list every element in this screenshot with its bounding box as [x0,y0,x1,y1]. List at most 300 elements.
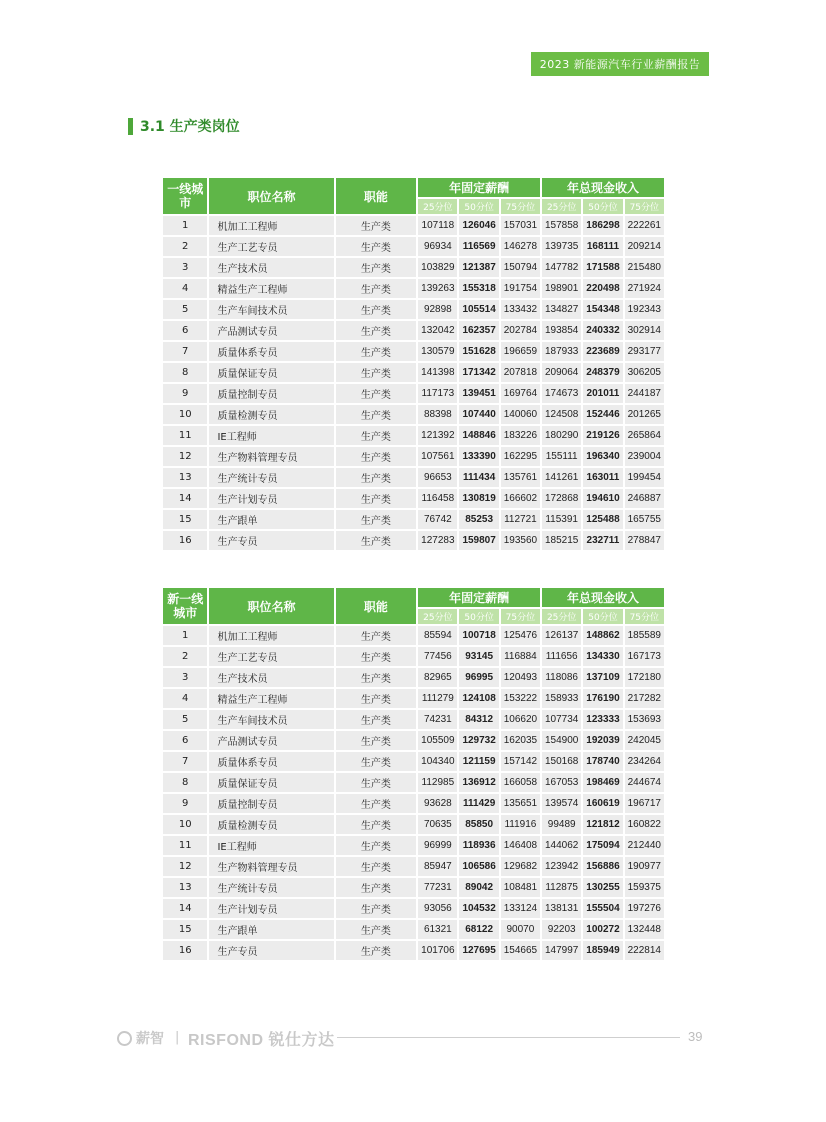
fixed-p75-cell: 133432 [501,300,540,319]
total-p75-cell: 197276 [625,899,664,918]
position-name: 生产物料管理专员 [209,857,333,876]
table-row [163,794,664,813]
total-p25-cell: 150168 [542,752,581,771]
table-row [163,689,664,708]
total-p25-cell: 172868 [542,489,581,508]
table-row [163,258,664,277]
row-number: 3 [163,668,207,687]
function-cell: 生产类 [336,731,417,750]
row-number: 13 [163,468,207,487]
position-name: 生产统计专员 [209,878,333,897]
page-footer [0,1020,826,1056]
total-p50-cell: 192039 [583,731,622,750]
total-p75-cell: 201265 [625,405,664,424]
fixed-p25-cell: 92898 [418,300,457,319]
row-number: 2 [163,237,207,256]
fixed-p75-cell: 146408 [501,836,540,855]
row-number: 5 [163,300,207,319]
fixed-p25-cell: 101706 [418,941,457,960]
fixed-p25-cell: 61321 [418,920,457,939]
p75-header: 75分位 [501,609,540,624]
table-row [163,321,664,340]
function-cell: 生产类 [336,920,417,939]
fixed-p25-cell: 93056 [418,899,457,918]
total-p50-cell: 219126 [583,426,622,445]
function-cell: 生产类 [336,489,417,508]
fixed-p50-cell: 162357 [459,321,498,340]
row-number: 13 [163,878,207,897]
position-name: 质量控制专员 [209,384,333,403]
total-p75-cell: 242045 [625,731,664,750]
total-p25-cell: 115391 [542,510,581,529]
total-p50-cell: 186298 [583,216,622,235]
function-cell: 生产类 [336,321,417,340]
fixed-p75-cell: 106620 [501,710,540,729]
section-heading [128,116,240,136]
fixed-p25-cell: 76742 [418,510,457,529]
total-p25-cell: 123942 [542,857,581,876]
row-number: 8 [163,363,207,382]
fixed-p25-cell: 74231 [418,710,457,729]
total-p75-cell: 160822 [625,815,664,834]
position-name: 精益生产工程师 [209,279,333,298]
fixed-p50-cell: 155318 [459,279,498,298]
fixed-p50-cell: 93145 [459,647,498,666]
function-cell: 生产类 [336,878,417,897]
function-cell: 生产类 [336,773,417,792]
function-cell: 生产类 [336,363,417,382]
table-row [163,300,664,319]
fixed-p75-cell: 162295 [501,447,540,466]
city-tier-header: 一线城市 [163,178,207,214]
table-row [163,668,664,687]
row-number: 15 [163,510,207,529]
fixed-p75-cell: 133124 [501,899,540,918]
fixed-salary-header: 年固定薪酬 [418,588,540,607]
table-row [163,920,664,939]
total-p50-cell: 168111 [583,237,622,256]
total-p50-cell: 125488 [583,510,622,529]
total-p25-cell: 193854 [542,321,581,340]
position-name: 生产计划专员 [209,489,333,508]
fixed-p50-cell: 129732 [459,731,498,750]
fixed-p75-cell: 150794 [501,258,540,277]
position-name: IE工程师 [209,426,333,445]
total-p50-cell: 154348 [583,300,622,319]
fixed-p25-cell: 121392 [418,426,457,445]
total-p75-cell: 222814 [625,941,664,960]
total-p50-cell: 156886 [583,857,622,876]
position-name: 生产专员 [209,531,333,550]
table-row [163,773,664,792]
table-row [163,384,664,403]
total-p75-cell: 244187 [625,384,664,403]
total-p50-cell: 196340 [583,447,622,466]
table-row [163,878,664,897]
total-p25-cell: 209064 [542,363,581,382]
total-p25-cell: 185215 [542,531,581,550]
total-p25-cell: 155111 [542,447,581,466]
row-number: 12 [163,857,207,876]
fixed-p75-cell: 146278 [501,237,540,256]
function-cell: 生产类 [336,626,417,645]
position-name: 质量体系专员 [209,752,333,771]
table-row [163,363,664,382]
fixed-p50-cell: 171342 [459,363,498,382]
function-cell: 生产类 [336,258,417,277]
total-p75-cell: 265864 [625,426,664,445]
total-p75-cell: 222261 [625,216,664,235]
row-number: 2 [163,647,207,666]
total-p25-cell: 147782 [542,258,581,277]
fixed-p75-cell: 166058 [501,773,540,792]
table-row [163,815,664,834]
fixed-p50-cell: 151628 [459,342,498,361]
fixed-p25-cell: 96934 [418,237,457,256]
function-cell: 生产类 [336,752,417,771]
fixed-p75-cell: 183226 [501,426,540,445]
fixed-p25-cell: 96999 [418,836,457,855]
row-number: 11 [163,836,207,855]
fixed-p25-cell: 88398 [418,405,457,424]
fixed-p75-cell: 135761 [501,468,540,487]
position-name: 质量体系专员 [209,342,333,361]
p75-header: 75分位 [501,199,540,214]
position-name: 生产跟单 [209,920,333,939]
total-p25-cell: 187933 [542,342,581,361]
fixed-p50-cell: 139451 [459,384,498,403]
p50-header: 50分位 [583,199,622,214]
fixed-p50-cell: 104532 [459,899,498,918]
fixed-p75-cell: 125476 [501,626,540,645]
total-cash-header: 年总现金收入 [542,178,664,197]
fixed-p75-cell: 153222 [501,689,540,708]
fixed-p50-cell: 121387 [459,258,498,277]
function-cell: 生产类 [336,794,417,813]
total-p50-cell: 201011 [583,384,622,403]
function-cell: 生产类 [336,668,417,687]
row-number: 12 [163,447,207,466]
function-cell: 生产类 [336,405,417,424]
table-row [163,216,664,235]
total-p25-cell: 138131 [542,899,581,918]
fixed-p50-cell: 68122 [459,920,498,939]
total-p25-cell: 144062 [542,836,581,855]
total-p25-cell: 141261 [542,468,581,487]
total-p50-cell: 123333 [583,710,622,729]
fixed-p25-cell: 107561 [418,447,457,466]
fixed-p75-cell: 116884 [501,647,540,666]
fixed-p25-cell: 107118 [418,216,457,235]
fixed-p75-cell: 196659 [501,342,540,361]
function-cell: 生产类 [336,531,417,550]
position-name: 生产统计专员 [209,468,333,487]
fixed-p75-cell: 108481 [501,878,540,897]
total-p75-cell: 217282 [625,689,664,708]
fixed-p75-cell: 193560 [501,531,540,550]
position-name: 生产技术员 [209,668,333,687]
total-p50-cell: 130255 [583,878,622,897]
total-p75-cell: 302914 [625,321,664,340]
total-p50-cell: 240332 [583,321,622,340]
row-number: 7 [163,342,207,361]
row-number: 16 [163,531,207,550]
fixed-p25-cell: 141398 [418,363,457,382]
fixed-p75-cell: 166602 [501,489,540,508]
fixed-p75-cell: 111916 [501,815,540,834]
fixed-p50-cell: 85850 [459,815,498,834]
total-p25-cell: 134827 [542,300,581,319]
row-number: 10 [163,405,207,424]
table-row [163,426,664,445]
fixed-p75-cell: 202784 [501,321,540,340]
total-p25-cell: 139574 [542,794,581,813]
fixed-p75-cell: 207818 [501,363,540,382]
function-cell: 生产类 [336,279,417,298]
row-number: 7 [163,752,207,771]
total-p25-cell: 157858 [542,216,581,235]
total-p25-cell: 92203 [542,920,581,939]
function-header: 职能 [336,588,417,624]
table-row [163,626,664,645]
total-p25-cell: 118086 [542,668,581,687]
function-cell: 生产类 [336,300,417,319]
position-name: 生产工艺专员 [209,647,333,666]
total-p50-cell: 134330 [583,647,622,666]
total-p25-cell: 154900 [542,731,581,750]
fixed-p50-cell: 89042 [459,878,498,897]
fixed-p25-cell: 127283 [418,531,457,550]
row-number: 14 [163,899,207,918]
row-number: 6 [163,321,207,340]
table-row [163,857,664,876]
fixed-p25-cell: 77456 [418,647,457,666]
total-p75-cell: 209214 [625,237,664,256]
table-row [163,836,664,855]
function-cell: 生产类 [336,941,417,960]
total-p50-cell: 185949 [583,941,622,960]
fixed-p75-cell: 157031 [501,216,540,235]
position-name: 质量保证专员 [209,773,333,792]
fixed-p50-cell: 118936 [459,836,498,855]
fixed-p50-cell: 159807 [459,531,498,550]
total-p75-cell: 196717 [625,794,664,813]
function-cell: 生产类 [336,468,417,487]
fixed-p25-cell: 93628 [418,794,457,813]
table-row [163,647,664,666]
position-header: 职位名称 [209,178,333,214]
p50-header: 50分位 [583,609,622,624]
table-row [163,489,664,508]
total-p50-cell: 220498 [583,279,622,298]
city-tier-header: 新一线城市 [163,588,207,624]
row-number: 9 [163,794,207,813]
function-header: 职能 [336,178,417,214]
total-p50-cell: 121812 [583,815,622,834]
total-p75-cell: 199454 [625,468,664,487]
row-number: 5 [163,710,207,729]
fixed-p25-cell: 117173 [418,384,457,403]
function-cell: 生产类 [336,899,417,918]
total-p75-cell: 212440 [625,836,664,855]
table-row [163,279,664,298]
logo-separator: | [175,1030,180,1045]
fixed-p50-cell: 111429 [459,794,498,813]
fixed-p25-cell: 70635 [418,815,457,834]
total-p50-cell: 248379 [583,363,622,382]
total-p75-cell: 172180 [625,668,664,687]
fixed-p25-cell: 82965 [418,668,457,687]
total-p50-cell: 155504 [583,899,622,918]
row-number: 1 [163,216,207,235]
row-number: 9 [163,384,207,403]
xinzhi-logo-icon [117,1031,132,1046]
fixed-p50-cell: 121159 [459,752,498,771]
table-row [163,731,664,750]
total-p75-cell: 132448 [625,920,664,939]
p25-header: 25分位 [418,199,457,214]
fixed-p50-cell: 85253 [459,510,498,529]
fixed-p75-cell: 140060 [501,405,540,424]
function-cell: 生产类 [336,836,417,855]
section-title: 3.1 生产类岗位 [140,119,240,135]
total-p50-cell: 232711 [583,531,622,550]
total-p50-cell: 171588 [583,258,622,277]
fixed-p25-cell: 85947 [418,857,457,876]
row-number: 3 [163,258,207,277]
position-name: 精益生产工程师 [209,689,333,708]
function-cell: 生产类 [336,426,417,445]
total-p25-cell: 124508 [542,405,581,424]
total-p75-cell: 190977 [625,857,664,876]
position-name: IE工程师 [209,836,333,855]
position-name: 生产物料管理专员 [209,447,333,466]
total-p75-cell: 239004 [625,447,664,466]
position-name: 生产专员 [209,941,333,960]
total-p25-cell: 180290 [542,426,581,445]
total-p25-cell: 174673 [542,384,581,403]
p25-header: 25分位 [542,199,581,214]
fixed-p25-cell: 132042 [418,321,457,340]
position-name: 质量保证专员 [209,363,333,382]
total-p50-cell: 194610 [583,489,622,508]
p50-header: 50分位 [459,199,498,214]
total-p50-cell: 175094 [583,836,622,855]
fixed-p75-cell: 90070 [501,920,540,939]
p25-header: 25分位 [542,609,581,624]
p25-header: 25分位 [418,609,457,624]
total-p25-cell: 99489 [542,815,581,834]
fixed-p50-cell: 116569 [459,237,498,256]
fixed-p50-cell: 106586 [459,857,498,876]
function-cell: 生产类 [336,510,417,529]
row-number: 8 [163,773,207,792]
total-p25-cell: 147997 [542,941,581,960]
footer-divider [337,1037,680,1038]
table-row [163,342,664,361]
total-p75-cell: 293177 [625,342,664,361]
total-p75-cell: 153693 [625,710,664,729]
total-p75-cell: 306205 [625,363,664,382]
row-number: 4 [163,279,207,298]
fixed-p25-cell: 116458 [418,489,457,508]
fixed-p50-cell: 136912 [459,773,498,792]
total-p75-cell: 234264 [625,752,664,771]
fixed-p50-cell: 133390 [459,447,498,466]
total-p25-cell: 126137 [542,626,581,645]
page-number: 39 [688,1029,703,1044]
table-row [163,752,664,771]
table-row [163,405,664,424]
function-cell: 生产类 [336,384,417,403]
fixed-p50-cell: 111434 [459,468,498,487]
fixed-p75-cell: 135651 [501,794,540,813]
total-p50-cell: 178740 [583,752,622,771]
position-header: 职位名称 [209,588,333,624]
fixed-p25-cell: 103829 [418,258,457,277]
table-row [163,468,664,487]
fixed-p25-cell: 130579 [418,342,457,361]
fixed-p75-cell: 162035 [501,731,540,750]
report-title-badge: 2023 新能源汽车行业薪酬报告 [531,52,709,76]
table-row [163,899,664,918]
fixed-p50-cell: 124108 [459,689,498,708]
fixed-p25-cell: 96653 [418,468,457,487]
position-name: 机加工工程师 [209,626,333,645]
p50-header: 50分位 [459,609,498,624]
total-p50-cell: 148862 [583,626,622,645]
fixed-p50-cell: 84312 [459,710,498,729]
total-p50-cell: 160619 [583,794,622,813]
position-name: 生产工艺专员 [209,237,333,256]
total-p75-cell: 185589 [625,626,664,645]
table-row [163,710,664,729]
total-p25-cell: 198901 [542,279,581,298]
fixed-p75-cell: 154665 [501,941,540,960]
p75-header: 75分位 [625,609,664,624]
position-name: 生产车间技术员 [209,300,333,319]
row-number: 16 [163,941,207,960]
position-name: 生产车间技术员 [209,710,333,729]
fixed-p75-cell: 169764 [501,384,540,403]
fixed-p25-cell: 111279 [418,689,457,708]
fixed-p50-cell: 127695 [459,941,498,960]
fixed-p75-cell: 120493 [501,668,540,687]
table-row [163,531,664,550]
total-p75-cell: 244674 [625,773,664,792]
fixed-p25-cell: 112985 [418,773,457,792]
total-p25-cell: 111656 [542,647,581,666]
position-name: 质量检测专员 [209,815,333,834]
fixed-p50-cell: 130819 [459,489,498,508]
function-cell: 生产类 [336,647,417,666]
function-cell: 生产类 [336,710,417,729]
function-cell: 生产类 [336,342,417,361]
row-number: 10 [163,815,207,834]
xinzhi-logo-text: 薪智 [136,1031,164,1047]
fixed-p50-cell: 107440 [459,405,498,424]
position-name: 质量检测专员 [209,405,333,424]
position-name: 产品测试专员 [209,321,333,340]
total-p75-cell: 215480 [625,258,664,277]
function-cell: 生产类 [336,237,417,256]
fixed-p75-cell: 157142 [501,752,540,771]
fixed-p50-cell: 100718 [459,626,498,645]
fixed-p50-cell: 105514 [459,300,498,319]
total-p25-cell: 112875 [542,878,581,897]
fixed-p50-cell: 126046 [459,216,498,235]
position-name: 生产跟单 [209,510,333,529]
